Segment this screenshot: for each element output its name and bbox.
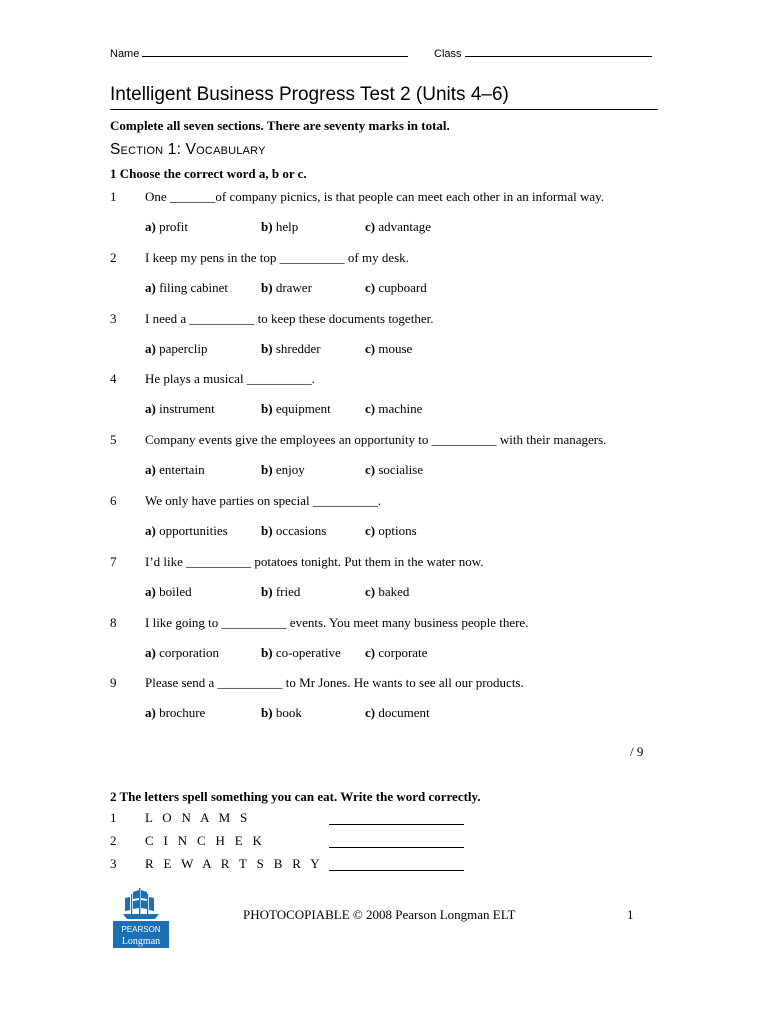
answer-blank: [329, 847, 464, 848]
question-number: 1: [110, 189, 117, 204]
question-number: 6: [110, 493, 117, 508]
question-text: I need a __________ to keep these documents together.: [145, 311, 434, 326]
task1-instruction: 1 Choose the correct word a, b or c.: [110, 166, 307, 181]
answer-blank: [329, 824, 464, 825]
option-a: a) boiled: [145, 584, 192, 599]
option-c: c) machine: [365, 401, 423, 416]
intro-text: Complete all seven sections. There are seventy marks in total.: [110, 118, 450, 133]
class-label: Class: [434, 48, 462, 60]
option-a: a) brochure: [145, 705, 206, 720]
question-number: 5: [110, 432, 117, 447]
class-field-row: [434, 47, 652, 60]
logo-line2: Longman: [121, 936, 161, 947]
question-text: I keep my pens in the top __________ of my desk.: [145, 250, 409, 265]
name-label: Name: [110, 48, 140, 60]
section-heading: Section 1: Vocabulary: [110, 141, 266, 158]
option-a: a) paperclip: [145, 341, 208, 356]
option-b: b) occasions: [261, 523, 327, 538]
question-text: We only have parties on special __________.: [145, 493, 382, 508]
score-box: / 9: [630, 744, 644, 759]
logo-line1: PEARSON: [121, 925, 161, 934]
option-c: c) mouse: [365, 341, 413, 356]
task2-instruction: 2 The letters spell something you can eat. Write the word correctly.: [110, 789, 481, 804]
option-a: a) entertain: [145, 462, 205, 477]
question-number: 7: [110, 554, 117, 569]
page-number: 1: [627, 907, 634, 922]
name-field-row: [110, 47, 408, 60]
ship-icon: [123, 888, 159, 919]
scramble-letters: L O N A M S: [145, 810, 251, 825]
option-b: b) book: [261, 705, 302, 720]
question-text: Company events give the employees an opportunity to __________ with their managers.: [145, 432, 607, 447]
option-b: b) help: [261, 219, 299, 234]
question-number: 9: [110, 675, 117, 690]
question-number: 2: [110, 250, 117, 265]
option-a: a) profit: [145, 219, 188, 234]
option-a: a) opportunities: [145, 523, 228, 538]
question-text: One _______of company picnics, is that people can meet each other in an informal way.: [145, 189, 605, 204]
option-b: b) enjoy: [261, 462, 305, 477]
option-b: b) co-operative: [261, 645, 341, 660]
question-number: 8: [110, 615, 117, 630]
question-text: I like going to __________ events. You meet many business people there.: [145, 615, 529, 630]
scramble-letters: R E W A R T S B R Y: [145, 856, 323, 871]
scramble-number: 3: [110, 856, 117, 871]
footer-copyright: PHOTOCOPIABLE © 2008 Pearson Longman ELT: [243, 907, 516, 922]
option-c: c) cupboard: [365, 280, 427, 295]
question-text: I’d like __________ potatoes tonight. Put them in the water now.: [145, 554, 484, 569]
question-text: He plays a musical __________.: [145, 371, 316, 386]
option-a: a) instrument: [145, 401, 215, 416]
scramble-letters: C I N C H E K: [145, 833, 266, 848]
class-line: [465, 47, 652, 57]
question-text: Please send a __________ to Mr Jones. He wants to see all our products.: [145, 675, 524, 690]
name-line: [142, 47, 408, 57]
title-underline: [110, 109, 658, 110]
option-b: b) fried: [261, 584, 301, 599]
pearson-longman-logo: [113, 886, 169, 948]
option-c: c) baked: [365, 584, 410, 599]
question-number: 3: [110, 311, 117, 326]
option-c: c) options: [365, 523, 417, 538]
answer-blank: [329, 870, 464, 871]
question-number: 4: [110, 371, 117, 386]
page-title: Intelligent Business Progress Test 2 (Units 4–6): [110, 84, 509, 105]
option-c: c) corporate: [365, 645, 428, 660]
option-c: c) advantage: [365, 219, 432, 234]
option-a: a) filing cabinet: [145, 280, 229, 295]
option-a: a) corporation: [145, 645, 220, 660]
option-b: b) shredder: [261, 341, 321, 356]
scramble-number: 1: [110, 810, 117, 825]
scramble-number: 2: [110, 833, 117, 848]
option-b: b) equipment: [261, 401, 331, 416]
option-b: b) drawer: [261, 280, 312, 295]
option-c: c) socialise: [365, 462, 424, 477]
option-c: c) document: [365, 705, 430, 720]
